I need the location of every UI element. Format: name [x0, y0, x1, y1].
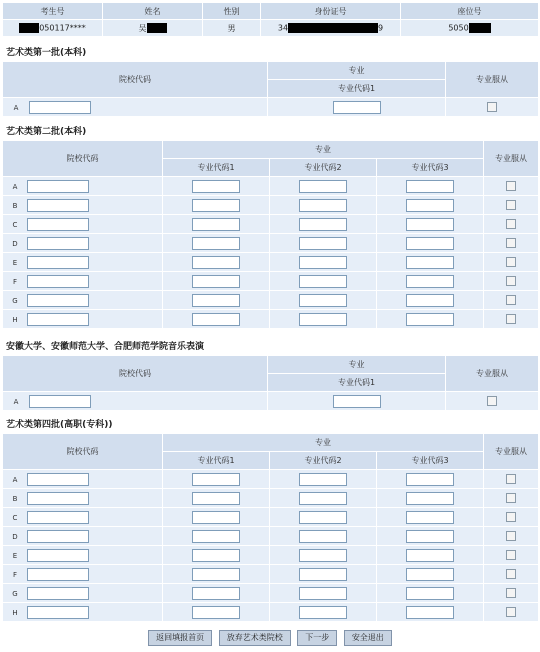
choice-row	[3, 310, 539, 329]
major-code-3-input[interactable]	[406, 549, 454, 562]
major-code-1-header: 专业代码1	[268, 80, 446, 98]
major-code-1-input[interactable]	[192, 275, 240, 288]
row-letter: H	[12, 315, 18, 324]
major-code-1-header: 专业代码1	[163, 159, 270, 177]
major-accept-checkbox[interactable]	[506, 257, 516, 267]
choice-row	[3, 196, 539, 215]
major-code-1-header: 专业代码1	[163, 452, 270, 470]
section-title-batch4: 艺术类第四批(高职(专科))	[6, 420, 113, 430]
choice-row	[3, 98, 539, 117]
major-code-3-input[interactable]	[406, 275, 454, 288]
school-code-input[interactable]	[27, 256, 89, 269]
school-code-input[interactable]	[27, 530, 89, 543]
major-accept-header: 专业服从	[484, 141, 539, 177]
major-code-1-input[interactable]	[192, 492, 240, 505]
major-code-2-input[interactable]	[299, 473, 347, 486]
id-no-prefix: 34	[277, 23, 289, 33]
school-code-input[interactable]	[27, 568, 89, 581]
section-title-batch2: 艺术类第二批(本科)	[6, 127, 87, 137]
choice-row	[3, 253, 539, 272]
major-code-1-input[interactable]	[192, 313, 240, 326]
school-code-input[interactable]	[27, 294, 89, 307]
gender-value: 男	[203, 20, 261, 37]
section-title-batch1: 艺术类第一批(本科)	[6, 48, 87, 58]
school-code-input[interactable]	[27, 237, 89, 250]
name-value: 吴	[138, 23, 147, 33]
major-accept-checkbox[interactable]	[506, 569, 516, 579]
major-accept-checkbox[interactable]	[506, 531, 516, 541]
choice-row	[3, 603, 539, 622]
header-id-no: 身份证号	[261, 3, 401, 20]
major-accept-checkbox[interactable]	[506, 512, 516, 522]
header-seat-no: 座位号	[401, 3, 539, 20]
major-code-1-input[interactable]	[192, 568, 240, 581]
major-code-2-header: 专业代码2	[270, 452, 377, 470]
major-code-1-input[interactable]	[192, 199, 240, 212]
major-code-3-input[interactable]	[406, 199, 454, 212]
redaction-block	[469, 23, 491, 33]
major-code-3-input[interactable]	[406, 492, 454, 505]
row-letter: G	[12, 589, 18, 598]
redaction-block	[288, 23, 378, 33]
major-code-3-header: 专业代码3	[377, 159, 484, 177]
row-letter: E	[12, 258, 18, 267]
school-code-header: 院校代码	[3, 434, 163, 470]
major-code-3-input[interactable]	[406, 587, 454, 600]
candidate-info-header	[3, 3, 539, 20]
row-letter: A	[12, 475, 18, 484]
row-letter: A	[13, 103, 19, 112]
school-code-input[interactable]	[27, 473, 89, 486]
major-code-2-input[interactable]	[299, 530, 347, 543]
major-accept-checkbox[interactable]	[506, 314, 516, 324]
major-code-2-input[interactable]	[299, 256, 347, 269]
id-no-suffix: 9	[378, 23, 384, 33]
major-code-1-input[interactable]	[192, 294, 240, 307]
major-accept-checkbox[interactable]	[506, 493, 516, 503]
batch2-table	[2, 140, 539, 329]
row-letter: A	[13, 397, 19, 406]
school-code-input[interactable]	[27, 313, 89, 326]
major-code-2-input[interactable]	[299, 587, 347, 600]
major-code-1-input[interactable]	[192, 511, 240, 524]
row-letter: A	[12, 182, 18, 191]
school-code-input[interactable]	[27, 218, 89, 231]
major-accept-checkbox[interactable]	[506, 550, 516, 560]
school-code-input[interactable]	[27, 606, 89, 619]
choice-row	[3, 508, 539, 527]
header-exam-no: 考生号	[3, 3, 103, 20]
major-accept-checkbox[interactable]	[506, 607, 516, 617]
major-code-1-input[interactable]	[333, 101, 381, 114]
seat-no-cell	[401, 20, 539, 37]
major-code-3-input[interactable]	[406, 530, 454, 543]
major-code-2-input[interactable]	[299, 180, 347, 193]
major-code-1-input[interactable]	[192, 218, 240, 231]
major-code-2-input[interactable]	[299, 294, 347, 307]
choice-row	[3, 177, 539, 196]
seat-no-value: 5050	[448, 23, 469, 33]
row-letter: G	[12, 296, 18, 305]
major-code-2-header: 专业代码2	[270, 159, 377, 177]
row-letter: D	[12, 532, 18, 541]
major-accept-header: 专业服从	[484, 434, 539, 470]
major-code-1-input[interactable]	[192, 180, 240, 193]
row-letter: C	[12, 220, 18, 229]
major-accept-checkbox[interactable]	[506, 276, 516, 286]
major-code-3-input[interactable]	[406, 606, 454, 619]
major-code-2-input[interactable]	[299, 492, 347, 505]
candidate-info-values	[3, 20, 539, 37]
school-code-input[interactable]	[27, 199, 89, 212]
school-code-input[interactable]	[27, 275, 89, 288]
major-code-2-input[interactable]	[299, 313, 347, 326]
major-header: 专业	[163, 434, 484, 452]
major-code-3-input[interactable]	[406, 568, 454, 581]
redaction-block	[147, 23, 167, 33]
choice-row	[3, 470, 539, 489]
major-accept-checkbox[interactable]	[506, 588, 516, 598]
major-accept-checkbox[interactable]	[506, 181, 516, 191]
row-letter: H	[12, 608, 18, 617]
abandon-art-schools-button[interactable]: 放弃艺术类院校	[219, 630, 291, 646]
batch4-table	[2, 433, 539, 622]
choice-row	[3, 215, 539, 234]
major-accept-header: 专业服从	[446, 62, 539, 98]
choice-row	[3, 291, 539, 310]
major-code-3-input[interactable]	[406, 180, 454, 193]
major-accept-checkbox[interactable]	[506, 219, 516, 229]
school-code-header: 院校代码	[3, 141, 163, 177]
major-code-1-input[interactable]	[333, 395, 381, 408]
major-accept-header: 专业服从	[446, 356, 539, 392]
school-code-input[interactable]	[29, 101, 91, 114]
major-code-3-header: 专业代码3	[377, 452, 484, 470]
major-code-3-input[interactable]	[406, 511, 454, 524]
major-code-1-input[interactable]	[192, 606, 240, 619]
major-accept-checkbox[interactable]	[487, 102, 497, 112]
choice-row	[3, 234, 539, 253]
major-accept-checkbox[interactable]	[506, 295, 516, 305]
major-code-2-input[interactable]	[299, 199, 347, 212]
name-cell	[103, 20, 203, 37]
major-code-2-input[interactable]	[299, 237, 347, 250]
major-header: 专业	[268, 356, 446, 374]
choice-row	[3, 527, 539, 546]
row-letter: D	[12, 239, 18, 248]
header-gender: 性别	[203, 3, 261, 20]
choice-row	[3, 272, 539, 291]
major-code-1-header: 专业代码1	[268, 374, 446, 392]
back-to-home-button[interactable]: 返回填报首页	[148, 630, 212, 646]
major-code-1-input[interactable]	[192, 549, 240, 562]
school-code-input[interactable]	[27, 492, 89, 505]
school-code-header: 院校代码	[3, 356, 268, 392]
batch1-table	[2, 61, 539, 117]
major-accept-checkbox[interactable]	[506, 474, 516, 484]
school-code-header: 院校代码	[3, 62, 268, 98]
choice-row	[3, 546, 539, 565]
school-code-input[interactable]	[27, 180, 89, 193]
major-code-2-input[interactable]	[299, 549, 347, 562]
major-code-3-input[interactable]	[406, 237, 454, 250]
choice-row	[3, 565, 539, 584]
choice-row	[3, 489, 539, 508]
school-code-input[interactable]	[29, 395, 91, 408]
row-letter: B	[12, 494, 18, 503]
major-header: 专业	[268, 62, 446, 80]
major-accept-checkbox[interactable]	[506, 200, 516, 210]
music-performance-table	[2, 355, 539, 411]
major-code-3-input[interactable]	[406, 313, 454, 326]
major-code-1-input[interactable]	[192, 237, 240, 250]
id-no-cell	[261, 20, 401, 37]
row-letter: C	[12, 513, 18, 522]
school-code-input[interactable]	[27, 549, 89, 562]
major-code-2-input[interactable]	[299, 606, 347, 619]
button-bar	[0, 630, 540, 646]
major-code-3-input[interactable]	[406, 256, 454, 269]
major-code-3-input[interactable]	[406, 294, 454, 307]
school-code-input[interactable]	[27, 587, 89, 600]
major-code-1-input[interactable]	[192, 587, 240, 600]
major-header: 专业	[163, 141, 484, 159]
major-code-2-input[interactable]	[299, 511, 347, 524]
school-code-input[interactable]	[27, 511, 89, 524]
row-letter: F	[12, 277, 18, 286]
major-accept-checkbox[interactable]	[487, 396, 497, 406]
major-code-1-input[interactable]	[192, 473, 240, 486]
choice-row	[3, 584, 539, 603]
exam-no-cell	[3, 20, 103, 37]
major-code-1-input[interactable]	[192, 256, 240, 269]
header-name: 姓名	[103, 3, 203, 20]
choice-row	[3, 392, 539, 411]
major-code-3-input[interactable]	[406, 218, 454, 231]
next-step-button[interactable]: 下一步	[297, 630, 337, 646]
major-accept-checkbox[interactable]	[506, 238, 516, 248]
candidate-info-table	[2, 2, 539, 37]
row-letter: F	[12, 570, 18, 579]
exam-no-value: 050117****	[39, 23, 86, 33]
major-code-2-input[interactable]	[299, 568, 347, 581]
redaction-block	[19, 23, 39, 33]
safe-exit-button[interactable]: 安全退出	[344, 630, 392, 646]
major-code-2-input[interactable]	[299, 275, 347, 288]
section-title-music-performance: 安徽大学、安徽师范大学、合肥师范学院音乐表演	[6, 342, 205, 352]
row-letter: B	[12, 201, 18, 210]
major-code-3-input[interactable]	[406, 473, 454, 486]
major-code-2-input[interactable]	[299, 218, 347, 231]
major-code-1-input[interactable]	[192, 530, 240, 543]
row-letter: E	[12, 551, 18, 560]
